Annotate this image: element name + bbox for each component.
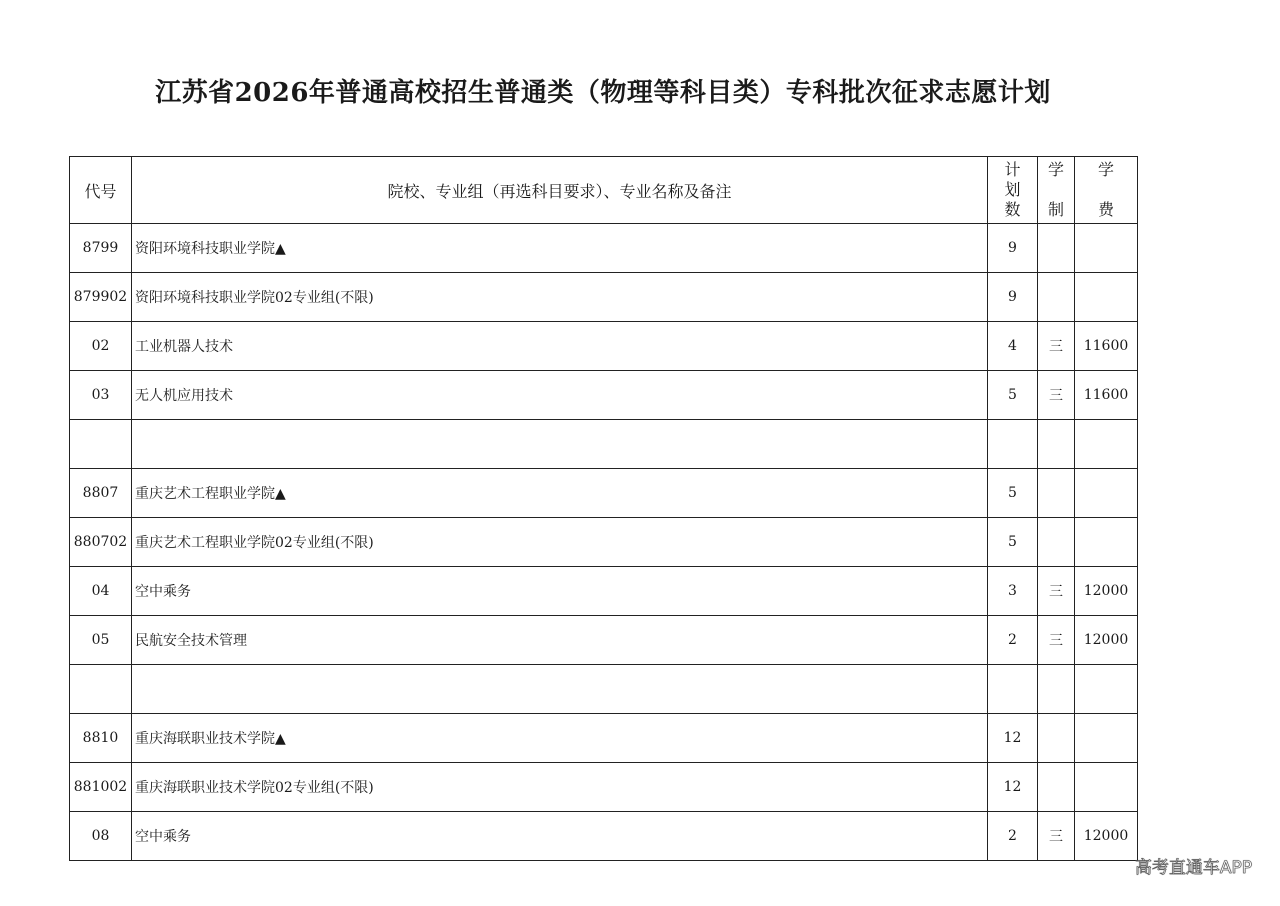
cell-plan-count: 9 [988, 224, 1038, 273]
header-fee-char: 费 [1097, 200, 1114, 219]
table-row [70, 371, 1138, 420]
cell-name: 重庆海联职业技术学院02专业组(不限) [132, 763, 988, 812]
cell-code: 08 [70, 812, 132, 861]
cell-plan-count: 12 [988, 763, 1038, 812]
cell-tuition [1075, 224, 1138, 273]
cell-tuition [1075, 714, 1138, 763]
cell-code: 02 [70, 322, 132, 371]
cell-plan-count: 5 [988, 371, 1038, 420]
table-row [70, 567, 1138, 616]
cell-plan-count: 12 [988, 714, 1038, 763]
table-row [70, 665, 1138, 714]
cell-tuition: 11600 [1075, 322, 1138, 371]
cell-name [132, 420, 988, 469]
cell-tuition [1075, 420, 1138, 469]
table-row [70, 469, 1138, 518]
table-row [70, 273, 1138, 322]
cell-code: 8807 [70, 469, 132, 518]
header-plan-char: 计 [1004, 160, 1021, 179]
cell-study-years [1038, 420, 1075, 469]
header-system-char: 学 [1047, 160, 1064, 179]
cell-study-years [1038, 518, 1075, 567]
cell-code: 03 [70, 371, 132, 420]
cell-name [132, 665, 988, 714]
cell-study-years [1038, 273, 1075, 322]
cell-tuition [1075, 763, 1138, 812]
cell-code: 881002 [70, 763, 132, 812]
cell-plan-count: 2 [988, 616, 1038, 665]
header-plan [988, 157, 1038, 224]
cell-plan-count: 5 [988, 469, 1038, 518]
cell-study-years [1038, 665, 1075, 714]
cell-study-years: 三 [1038, 616, 1075, 665]
table-row [70, 812, 1138, 861]
cell-plan-count: 3 [988, 567, 1038, 616]
cell-study-years: 三 [1038, 371, 1075, 420]
cell-name: 工业机器人技术 [132, 322, 988, 371]
header-system [1038, 157, 1075, 224]
cell-study-years [1038, 224, 1075, 273]
header-name: 院校、专业组（再选科目要求）、专业名称及备注 [132, 157, 988, 224]
cell-name: 重庆艺术工程职业学院02专业组(不限) [132, 518, 988, 567]
cell-name: 资阳环境科技职业学院02专业组(不限) [132, 273, 988, 322]
table-body [70, 224, 1138, 861]
table-row [70, 322, 1138, 371]
cell-tuition: 12000 [1075, 812, 1138, 861]
cell-plan-count: 2 [988, 812, 1038, 861]
header-fee [1075, 157, 1138, 224]
cell-study-years: 三 [1038, 322, 1075, 371]
header-system-char: 制 [1047, 200, 1064, 219]
cell-tuition: 12000 [1075, 616, 1138, 665]
table-row [70, 224, 1138, 273]
cell-study-years: 三 [1038, 812, 1075, 861]
cell-tuition [1075, 518, 1138, 567]
header-plan-char: 数 [1004, 200, 1021, 219]
cell-plan-count [988, 420, 1038, 469]
cell-code: 04 [70, 567, 132, 616]
cell-name: 空中乘务 [132, 812, 988, 861]
cell-code [70, 420, 132, 469]
header-fee-char: 学 [1097, 160, 1114, 179]
cell-tuition: 11600 [1075, 371, 1138, 420]
cell-code [70, 665, 132, 714]
cell-study-years [1038, 469, 1075, 518]
cell-tuition [1075, 273, 1138, 322]
header-plan-char: 划 [1004, 180, 1021, 199]
table-row [70, 518, 1138, 567]
cell-plan-count [988, 665, 1038, 714]
cell-name: 空中乘务 [132, 567, 988, 616]
cell-tuition [1075, 469, 1138, 518]
cell-name: 民航安全技术管理 [132, 616, 988, 665]
cell-code: 8810 [70, 714, 132, 763]
enrollment-plan-table [69, 156, 1138, 861]
table-row [70, 763, 1138, 812]
cell-plan-count: 5 [988, 518, 1038, 567]
table-row [70, 616, 1138, 665]
cell-plan-count: 4 [988, 322, 1038, 371]
cell-study-years [1038, 714, 1075, 763]
cell-code: 05 [70, 616, 132, 665]
cell-study-years [1038, 763, 1075, 812]
cell-tuition: 12000 [1075, 567, 1138, 616]
page-title: 江苏省2026年普通高校招生普通类（物理等科目类）专科批次征求志愿计划 [155, 78, 1051, 108]
cell-study-years: 三 [1038, 567, 1075, 616]
cell-code: 880702 [70, 518, 132, 567]
cell-tuition [1075, 665, 1138, 714]
watermark: 高考直通车APP [1134, 858, 1252, 878]
cell-code: 879902 [70, 273, 132, 322]
cell-code: 8799 [70, 224, 132, 273]
cell-name: 重庆海联职业技术学院▲ [132, 714, 988, 763]
cell-name: 资阳环境科技职业学院▲ [132, 224, 988, 273]
cell-name: 无人机应用技术 [132, 371, 988, 420]
table-row [70, 714, 1138, 763]
cell-plan-count: 9 [988, 273, 1038, 322]
table-header-row [70, 157, 1138, 224]
cell-name: 重庆艺术工程职业学院▲ [132, 469, 988, 518]
table-row [70, 420, 1138, 469]
header-code: 代号 [70, 157, 132, 224]
